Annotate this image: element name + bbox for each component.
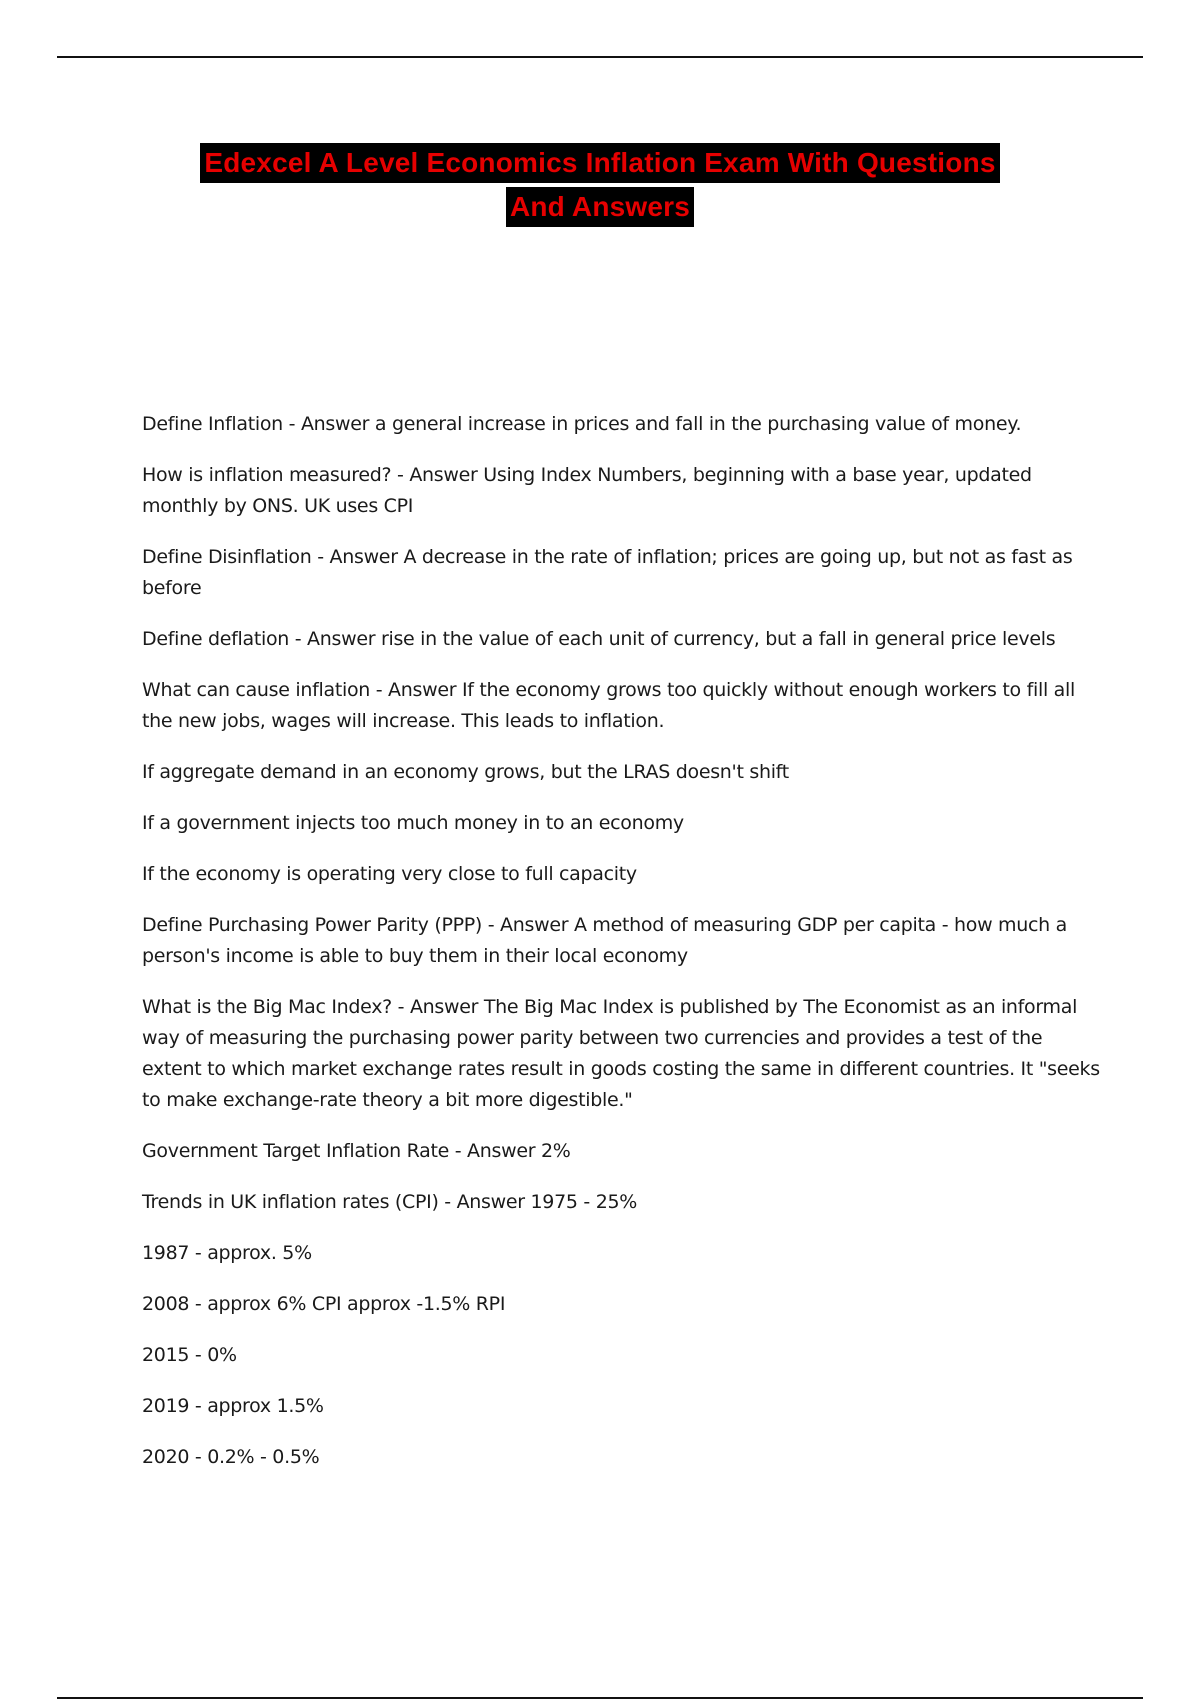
qa-paragraph: Define Disinflation - Answer A decrease in the rate of inflation; prices are going up, but not as fast as before [142, 546, 1073, 599]
qa-paragraph: What can cause inflation - Answer If the economy grows too quickly without enough workers to fill all the new jobs, wages will increase. This leads to inflation. [142, 679, 1075, 732]
footer-rule [57, 1697, 1143, 1699]
qa-paragraph: Define Purchasing Power Parity (PPP) - Answer A method of measuring GDP per capita - how much a person's income is able to buy them in their local economy [142, 914, 1067, 967]
header-rule [57, 56, 1143, 58]
qa-paragraph: 2008 - approx 6% CPI approx -1.5% RPI [142, 1293, 506, 1315]
qa-paragraph: If the economy is operating very close to full capacity [142, 863, 637, 885]
title-line-2: And Answers [506, 187, 694, 227]
qa-paragraph: 2015 - 0% [142, 1344, 237, 1366]
qa-paragraph: 2019 - approx 1.5% [142, 1395, 324, 1417]
qa-paragraph: Government Target Inflation Rate - Answer 2% [142, 1140, 571, 1162]
qa-paragraph: 1987 - approx. 5% [142, 1242, 312, 1264]
qa-paragraph: Define Inflation - Answer a general increase in prices and fall in the purchasing value of money. [142, 413, 1022, 435]
qa-paragraph: Define deflation - Answer rise in the value of each unit of currency, but a fall in general price levels [142, 628, 1056, 650]
qa-paragraph: If aggregate demand in an economy grows, but the LRAS doesn't shift [142, 761, 789, 783]
qa-paragraph: What is the Big Mac Index? - Answer The Big Mac Index is published by The Economist as an informal way of measuring the purchasing power parity between two currencies and provides a test of the extent to which market exchange rates result in goods costing the same in different countries. It "seeks to make exchange-rate theory a bit more digestible." [142, 996, 1100, 1111]
qa-paragraph: Trends in UK inflation rates (CPI) - Answer 1975 - 25% [142, 1191, 638, 1213]
qa-paragraph: 2020 - 0.2% - 0.5% [142, 1446, 320, 1468]
document-title [0, 143, 1200, 227]
qa-paragraph: If a government injects too much money in to an economy [142, 812, 684, 834]
document-body [142, 409, 1102, 1493]
title-line-1: Edexcel A Level Economics Inflation Exam With Questions [200, 143, 999, 183]
qa-paragraph: How is inflation measured? - Answer Using Index Numbers, beginning with a base year, updated monthly by ONS. UK uses CPI [142, 464, 1032, 517]
